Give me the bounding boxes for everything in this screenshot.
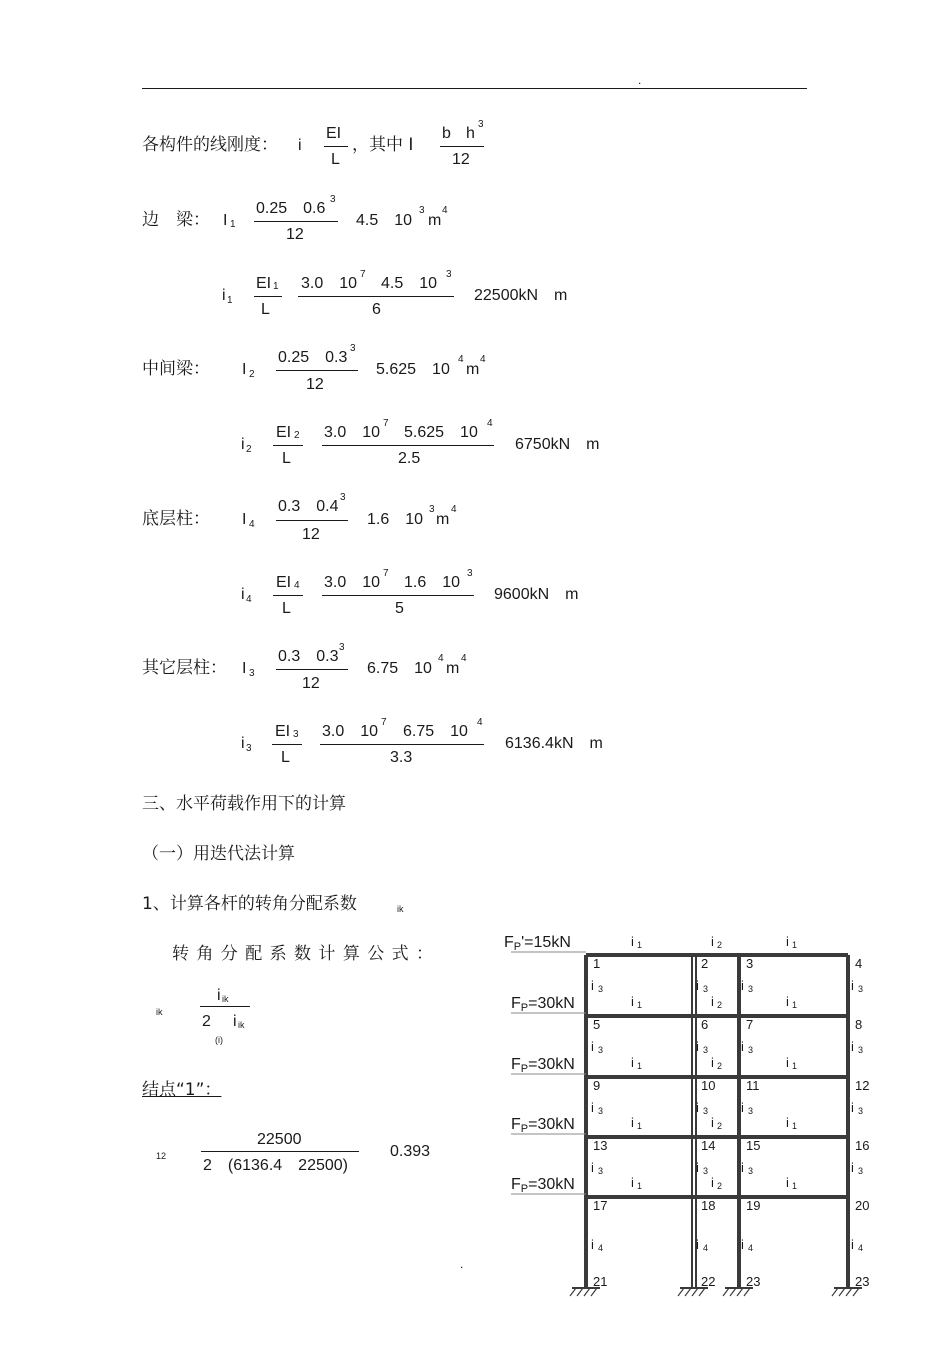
- load-5: [511, 1176, 586, 1195]
- frame-labels: [591, 934, 869, 1289]
- node-number-4: 4: [855, 956, 863, 971]
- node-number-20: 20: [855, 1198, 870, 1213]
- frame-loads: [504, 934, 586, 1195]
- load-1: [504, 934, 586, 953]
- bottom-col-I-sym: I: [242, 511, 247, 528]
- column-stiffness-label: i: [741, 1160, 744, 1175]
- bottom-col-i-calc-a: 3.0 10: [324, 574, 381, 591]
- mid-beam-I-val-exp: 4: [458, 354, 464, 365]
- def-qizhong: ，其中 I: [352, 135, 414, 155]
- node-number-9: 9: [593, 1078, 601, 1093]
- other-col-i-sub: 3: [246, 743, 252, 754]
- other-col-i-sym: i: [241, 735, 245, 752]
- column-stiffness-label: i: [591, 1160, 594, 1175]
- other-col-I-val-exp: 4: [438, 653, 444, 664]
- mu12-den: 2 (6136.4 22500): [203, 1157, 348, 1174]
- other-col-I-sym: I: [242, 660, 247, 677]
- beam-stiffness-label: i: [786, 1175, 789, 1190]
- other-col-i-calc-den: 3.3: [390, 749, 413, 766]
- column-stiffness-label: i: [851, 1100, 854, 1115]
- bottom-col-I-den: 12: [302, 526, 320, 543]
- other-col-i-num-sub: 3: [293, 729, 299, 740]
- beam-stiffness-sub: 1: [637, 940, 643, 950]
- base-node-number-2: 22: [701, 1274, 716, 1289]
- edge-beam-I-unit: m: [428, 212, 442, 229]
- column-stiffness-label: i: [741, 1039, 744, 1054]
- support-hatch-3-3: [737, 1288, 743, 1296]
- bottom-col-i-calc-b-exp: 3: [467, 568, 473, 579]
- beam-stiffness-sub: 1: [637, 1121, 643, 1131]
- other-col-I-num-exp: 3: [339, 642, 345, 653]
- column-stiffness-sub: 3: [598, 984, 604, 994]
- mu12-num: 22500: [257, 1131, 302, 1148]
- mid-beam-i-sub: 2: [246, 444, 252, 455]
- load-label: FP=30kN: [511, 1116, 575, 1135]
- node-number-6: 6: [701, 1017, 709, 1032]
- node-1-heading: 结点“1”：: [142, 1080, 222, 1100]
- column-stiffness-sub: 3: [703, 1045, 709, 1055]
- node-number-17: 17: [593, 1198, 608, 1213]
- mid-beam-i-num-sub: 2: [294, 430, 300, 441]
- column-stiffness-label: i: [591, 1039, 594, 1054]
- base-node-number-3: 23: [746, 1274, 761, 1289]
- node-number-13: 13: [593, 1138, 608, 1153]
- subsection-1-heading: （一）用迭代法计算: [142, 844, 295, 864]
- mid-beam-i-sym: i: [241, 436, 245, 453]
- node-number-18: 18: [701, 1198, 716, 1213]
- mid-beam-i-num: EI: [276, 424, 292, 441]
- other-col-I-sub: 3: [249, 668, 255, 679]
- mid-beam-I-num-exp: 3: [350, 343, 356, 354]
- mu-num-sub: ik: [222, 994, 229, 1004]
- beam-stiffness-sub: 1: [792, 1061, 798, 1071]
- edge-beam-I-val-exp: 3: [419, 205, 425, 216]
- bottom-col-I-num: 0.3 0.4: [278, 498, 339, 515]
- support-hatch-2-2: [685, 1288, 691, 1296]
- base-node-number-1: 21: [593, 1274, 608, 1289]
- mid-beam-I-den: 12: [306, 376, 324, 393]
- support-hatch-3-2: [730, 1288, 736, 1296]
- mu-num: i: [217, 987, 221, 1004]
- edge-beam-i-calc-a: 3.0 10: [301, 275, 358, 292]
- def-i-num: EI: [326, 125, 342, 142]
- def-I-num-exp: 3: [478, 119, 484, 130]
- column-stiffness-sub: 3: [748, 1045, 754, 1055]
- support-hatch-1-3: [584, 1288, 590, 1296]
- edge-beam-I-val: 4.5 10: [356, 212, 413, 229]
- node-number-16: 16: [855, 1138, 870, 1153]
- mid-beam-i-calc-den: 2.5: [398, 450, 421, 467]
- node-number-2: 2: [701, 956, 709, 971]
- column-stiffness-sub: 3: [748, 1166, 754, 1176]
- mu12-sub: 12: [156, 1151, 167, 1161]
- mu12-val: 0.393: [390, 1143, 431, 1160]
- edge-beam-i-sub: 1: [227, 295, 233, 306]
- column-stiffness-sub: 3: [598, 1106, 604, 1116]
- edge-beam-i-num: EI: [256, 275, 272, 292]
- load-3: [511, 1056, 586, 1075]
- bottom-column-stiffness-sub: 4: [598, 1243, 604, 1253]
- other-col-label: 其它层柱：: [142, 658, 227, 678]
- formula-label: 转 角 分 配 系 数 计 算 公 式 ：: [172, 944, 435, 964]
- load-label: FP=30kN: [511, 1176, 575, 1195]
- bottom-col-i-sub: 4: [246, 594, 252, 605]
- bottom-col-i-calc-a-exp: 7: [383, 568, 389, 579]
- mu-den-b: i: [233, 1013, 237, 1030]
- load-4: [511, 1116, 586, 1135]
- section-3-heading: 三、水平荷载作用下的计算: [142, 794, 346, 814]
- support-hatch-1-4: [591, 1288, 597, 1296]
- mid-beam-I-sym: I: [242, 361, 247, 378]
- bottom-col-I-unit-exp: 4: [451, 504, 457, 515]
- other-col-I-unit: m: [446, 660, 460, 677]
- mu-den-under: (i): [215, 1035, 223, 1045]
- mid-beam-I-unit-exp: 4: [480, 354, 486, 365]
- edge-beam-i-calc-b: 4.5 10: [381, 275, 438, 292]
- support-hatch-4-3: [846, 1288, 852, 1296]
- node-number-10: 10: [701, 1078, 716, 1093]
- beam-stiffness-label: i: [786, 1115, 789, 1130]
- column-stiffness-label: i: [696, 978, 699, 993]
- beam-stiffness-sub: 2: [717, 1000, 723, 1010]
- beam-stiffness-label: i: [786, 934, 789, 949]
- edge-beam-i-calc-a-exp: 7: [360, 269, 366, 280]
- other-col-i-calc-a: 3.0 10: [322, 723, 379, 740]
- beam-stiffness-sub: 1: [792, 1000, 798, 1010]
- other-col-i-num: EI: [275, 723, 291, 740]
- edge-beam-I-sym: I: [223, 212, 228, 229]
- beam-stiffness-label: i: [631, 934, 634, 949]
- frame-members: [570, 955, 862, 1296]
- support-hatch-3-4: [744, 1288, 750, 1296]
- beam-stiffness-label: i: [631, 1055, 634, 1070]
- load-label: FP=30kN: [511, 1056, 575, 1075]
- beam-stiffness-sub: 1: [792, 1181, 798, 1191]
- node-number-11: 11: [746, 1078, 760, 1093]
- support-hatch-2-4: [699, 1288, 705, 1296]
- other-col-i-den: L: [281, 749, 290, 766]
- load-label: FP'=15kN: [504, 934, 571, 953]
- bottom-column-stiffness-label: i: [696, 1237, 699, 1252]
- mu-den-a: 2: [202, 1013, 211, 1030]
- edge-beam-i-val: 22500kN m: [474, 287, 568, 304]
- def-i-sym: i: [298, 137, 302, 154]
- column-stiffness-sub: 3: [858, 1166, 864, 1176]
- column-stiffness-sub: 3: [703, 1106, 709, 1116]
- edge-beam-I-num-exp: 3: [330, 194, 336, 205]
- bottom-col-i-num-sub: 4: [294, 580, 300, 591]
- column-stiffness-sub: 3: [598, 1166, 604, 1176]
- def-I-num-b: h: [466, 125, 475, 142]
- bottom-col-i-calc-den: 5: [395, 600, 404, 617]
- bottom-col-I-val-exp: 3: [429, 504, 435, 515]
- def-label: 各构件的线刚度：: [142, 135, 278, 155]
- beam-stiffness-sub: 1: [792, 1121, 798, 1131]
- support-hatch-3-1: [723, 1288, 729, 1296]
- other-col-I-val: 6.75 10: [367, 660, 432, 677]
- def-i-den: L: [331, 151, 340, 168]
- edge-beam-label: 边 梁：: [142, 210, 210, 230]
- support-hatch-1-2: [577, 1288, 583, 1296]
- beam-stiffness-label: i: [711, 934, 714, 949]
- base-node-number-4: 23: [855, 1274, 870, 1289]
- support-hatch-4-1: [832, 1288, 838, 1296]
- edge-beam-i-den: L: [261, 301, 270, 318]
- beam-stiffness-sub: 1: [637, 1000, 643, 1010]
- node-number-8: 8: [855, 1017, 863, 1032]
- mid-beam-i-calc-b-exp: 4: [487, 418, 493, 429]
- support-hatch-4-2: [839, 1288, 845, 1296]
- beam-stiffness-sub: 1: [637, 1181, 643, 1191]
- mid-beam-I-val: 5.625 10: [376, 361, 450, 378]
- other-col-I-den: 12: [302, 675, 320, 692]
- column-stiffness-sub: 3: [748, 1106, 754, 1116]
- node-number-5: 5: [593, 1017, 601, 1032]
- bottom-column-stiffness-label: i: [741, 1237, 744, 1252]
- header-dot: .: [638, 73, 642, 87]
- edge-beam-i-calc-den: 6: [372, 301, 381, 318]
- bottom-col-i-num: EI: [276, 574, 292, 591]
- mid-beam-i-calc-a-exp: 7: [383, 418, 389, 429]
- edge-beam-i-calc-b-exp: 3: [446, 269, 452, 280]
- bottom-col-i-den: L: [282, 600, 291, 617]
- mid-beam-i-val: 6750kN m: [515, 436, 600, 453]
- beam-stiffness-sub: 2: [717, 1061, 723, 1071]
- edge-beam-i-num-sub: 1: [273, 281, 279, 292]
- column-stiffness-label: i: [851, 1039, 854, 1054]
- column-stiffness-sub: 3: [858, 1045, 864, 1055]
- node-number-7: 7: [746, 1017, 754, 1032]
- beam-stiffness-label: i: [711, 1175, 714, 1190]
- item-1-heading: 1、计算各杆的转角分配系数: [142, 894, 357, 914]
- column-stiffness-label: i: [591, 978, 594, 993]
- support-hatch-2-1: [678, 1288, 684, 1296]
- bottom-col-I-unit: m: [436, 511, 450, 528]
- column-stiffness-label: i: [696, 1100, 699, 1115]
- node-number-15: 15: [746, 1138, 761, 1153]
- bottom-column-stiffness-sub: 4: [858, 1243, 864, 1253]
- def-I-num-a: b: [442, 125, 451, 142]
- support-hatch-1-1: [570, 1288, 576, 1296]
- column-stiffness-sub: 3: [858, 1106, 864, 1116]
- bottom-col-I-num-exp: 3: [340, 492, 346, 503]
- support-hatch-4-4: [853, 1288, 859, 1296]
- beam-stiffness-label: i: [711, 1115, 714, 1130]
- support-hatch-2-3: [692, 1288, 698, 1296]
- mid-beam-I-sub: 2: [249, 369, 255, 380]
- mu-den-sub: ik: [238, 1020, 245, 1030]
- column-stiffness-label: i: [591, 1100, 594, 1115]
- mid-beam-label: 中间梁：: [142, 359, 210, 379]
- edge-beam-I-unit-exp: 4: [442, 205, 448, 216]
- bottom-column-stiffness-sub: 4: [748, 1243, 754, 1253]
- column-stiffness-sub: 3: [703, 984, 709, 994]
- beam-stiffness-label: i: [786, 994, 789, 1009]
- mid-beam-i-calc-a: 3.0 10: [324, 424, 381, 441]
- column-stiffness-sub: 3: [598, 1045, 604, 1055]
- edge-beam-I-num: 0.25 0.6: [256, 200, 326, 217]
- column-stiffness-label: i: [696, 1160, 699, 1175]
- node-number-19: 19: [746, 1198, 761, 1213]
- mu-sub: ik: [156, 1007, 163, 1017]
- other-col-i-calc-b: 6.75 10: [403, 723, 468, 740]
- bottom-col-label: 底层柱：: [142, 509, 210, 529]
- column-stiffness-label: i: [696, 1039, 699, 1054]
- beam-stiffness-sub: 2: [717, 1121, 723, 1131]
- node-number-12: 12: [855, 1078, 870, 1093]
- beam-stiffness-label: i: [711, 994, 714, 1009]
- beam-stiffness-label: i: [711, 1055, 714, 1070]
- footer-dot: .: [460, 1257, 464, 1271]
- mid-beam-I-unit: m: [466, 361, 480, 378]
- mid-beam-i-den: L: [282, 450, 291, 467]
- other-col-i-calc-a-exp: 7: [381, 717, 387, 728]
- node-number-3: 3: [746, 956, 754, 971]
- column-stiffness-label: i: [851, 978, 854, 993]
- beam-stiffness-sub: 2: [717, 940, 723, 950]
- bottom-column-stiffness-label: i: [851, 1237, 854, 1252]
- bottom-column-stiffness-label: i: [591, 1237, 594, 1252]
- beam-stiffness-sub: 1: [792, 940, 798, 950]
- edge-beam-I-sub: 1: [230, 219, 236, 230]
- beam-stiffness-label: i: [786, 1055, 789, 1070]
- edge-beam-I-den: 12: [286, 226, 304, 243]
- bottom-col-i-val: 9600kN m: [494, 586, 579, 603]
- mid-beam-i-calc-b: 5.625 10: [404, 424, 478, 441]
- node-number-14: 14: [701, 1138, 716, 1153]
- bottom-col-I-val: 1.6 10: [367, 511, 424, 528]
- beam-stiffness-label: i: [631, 1115, 634, 1130]
- other-col-i-val: 6136.4kN m: [505, 735, 603, 752]
- column-stiffness-sub: 3: [703, 1166, 709, 1176]
- column-stiffness-label: i: [851, 1160, 854, 1175]
- edge-beam-i-sym: i: [222, 287, 226, 304]
- def-I-den: 12: [452, 151, 470, 168]
- load-2: [511, 995, 586, 1014]
- beam-stiffness-sub: 2: [717, 1181, 723, 1191]
- bottom-col-I-sub: 4: [249, 519, 255, 530]
- node-number-1: 1: [593, 956, 601, 971]
- beam-stiffness-label: i: [631, 1175, 634, 1190]
- column-stiffness-sub: 3: [858, 984, 864, 994]
- other-col-I-num: 0.3 0.3: [278, 648, 339, 665]
- mid-beam-I-num: 0.25 0.3: [278, 349, 348, 366]
- column-stiffness-label: i: [741, 978, 744, 993]
- bottom-column-stiffness-sub: 4: [703, 1243, 709, 1253]
- column-stiffness-label: i: [741, 1100, 744, 1115]
- load-label: FP=30kN: [511, 995, 575, 1014]
- beam-stiffness-label: i: [631, 994, 634, 1009]
- bottom-col-i-sym: i: [241, 586, 245, 603]
- column-stiffness-sub: 3: [748, 984, 754, 994]
- other-col-I-unit-exp: 4: [461, 653, 467, 664]
- item-1-sub: ik: [397, 904, 404, 914]
- other-col-i-calc-b-exp: 4: [477, 717, 483, 728]
- beam-stiffness-sub: 1: [637, 1061, 643, 1071]
- bottom-col-i-calc-b: 1.6 10: [404, 574, 461, 591]
